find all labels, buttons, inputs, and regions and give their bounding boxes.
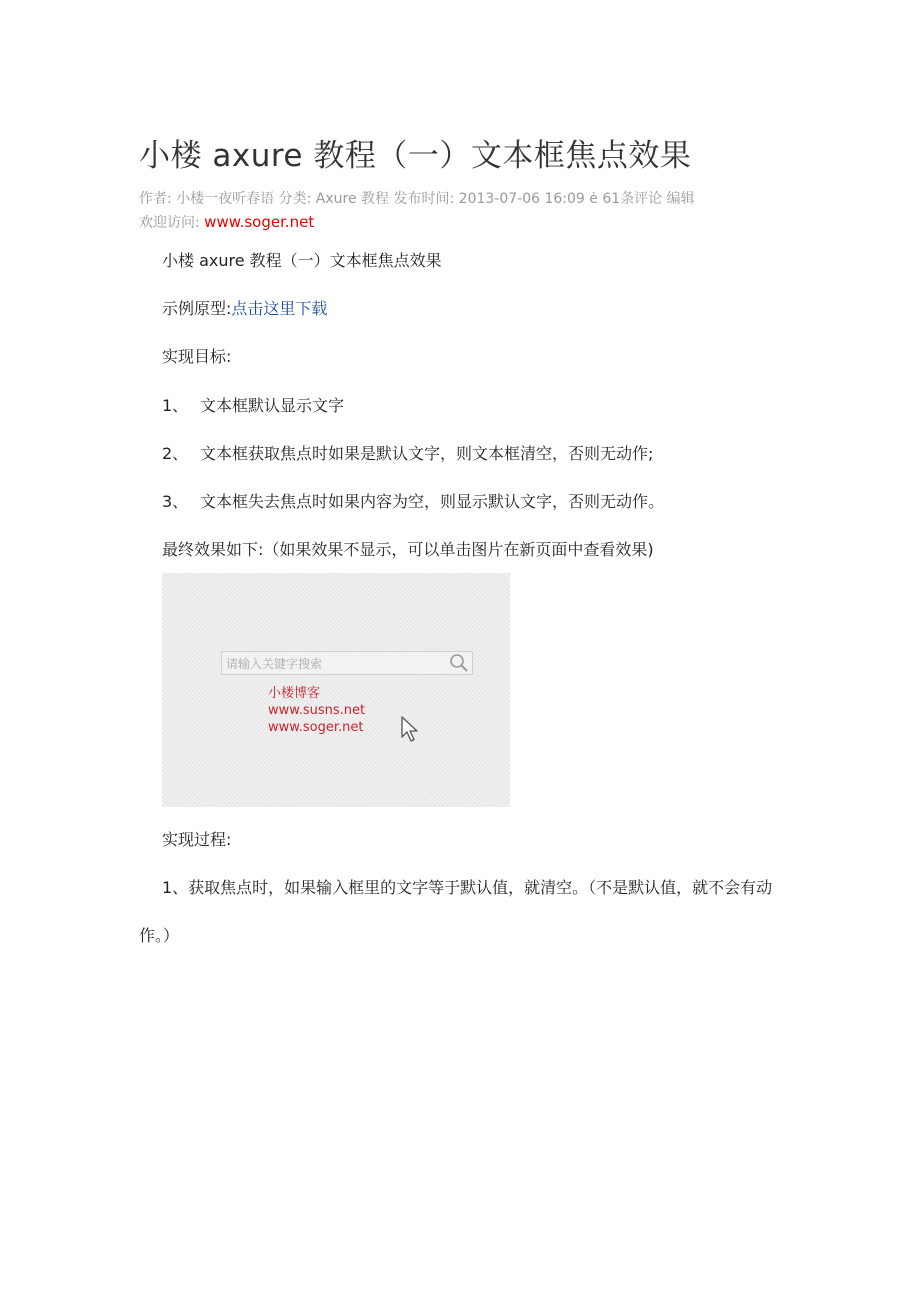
view-count: ė 61 xyxy=(589,191,621,207)
goal-number: 1、 xyxy=(162,396,189,415)
result-note: 最终效果如下:（如果效果不显示，可以单击图片在新页面中查看效果) xyxy=(162,540,654,559)
download-link[interactable]: 点击这里下载 xyxy=(231,299,328,318)
category-link[interactable]: Axure 教程 xyxy=(315,191,390,207)
article-meta xyxy=(139,188,695,208)
author-name[interactable]: 小楼一夜听春语 xyxy=(176,191,275,207)
published-label: 发布时间: xyxy=(393,191,455,207)
category-label: 分类: xyxy=(278,191,312,207)
mouse-cursor-icon xyxy=(400,715,420,745)
step-paragraph: 1、获取焦点时，如果输入框里的文字等于默认值，就清空。（不是默认值，就不会有动 xyxy=(162,878,773,897)
page-title: 小楼 axure 教程（一）文本框焦点效果 xyxy=(139,138,692,174)
goal-number: 3、 xyxy=(162,492,189,511)
goal-item xyxy=(162,441,653,464)
sample-label: 示例原型: xyxy=(162,299,232,318)
step-paragraph-continued: 作。） xyxy=(139,926,180,945)
demo-brand xyxy=(268,685,365,736)
edit-link[interactable]: 编辑 xyxy=(666,191,695,207)
sample-paragraph xyxy=(162,296,327,319)
goal-heading: 实现目标: xyxy=(162,347,232,366)
visit-label: 欢迎访问: xyxy=(139,215,200,231)
demo-brand-url: www.soger.net xyxy=(268,720,364,735)
demo-brand-url: www.susns.net xyxy=(268,703,366,718)
visit-site-link[interactable]: www.soger.net xyxy=(204,213,315,231)
demo-image[interactable] xyxy=(162,573,510,807)
demo-brand-name: 小楼博客 xyxy=(268,686,321,701)
search-icon xyxy=(449,653,469,673)
goal-item xyxy=(162,393,344,416)
intro-paragraph: 小楼 axure 教程（一）文本框焦点效果 xyxy=(162,251,442,270)
demo-placeholder: 请输入关键字搜索 xyxy=(226,657,323,671)
goal-text: 文本框获取焦点时如果是默认文字，则文本框清空，否则无动作; xyxy=(200,444,654,463)
goal-number: 2、 xyxy=(162,444,189,463)
author-label: 作者: xyxy=(139,191,172,207)
visit-line xyxy=(139,212,314,232)
published-time: 2013-07-06 16:09 xyxy=(458,191,585,207)
goal-text: 文本框默认显示文字 xyxy=(200,396,345,415)
demo-search-box xyxy=(221,651,473,675)
goal-item xyxy=(162,489,664,512)
goal-text: 文本框失去焦点时如果内容为空，则显示默认文字，否则无动作。 xyxy=(200,492,665,511)
comments-link[interactable]: 条评论 xyxy=(620,191,663,207)
process-heading: 实现过程: xyxy=(162,830,232,849)
